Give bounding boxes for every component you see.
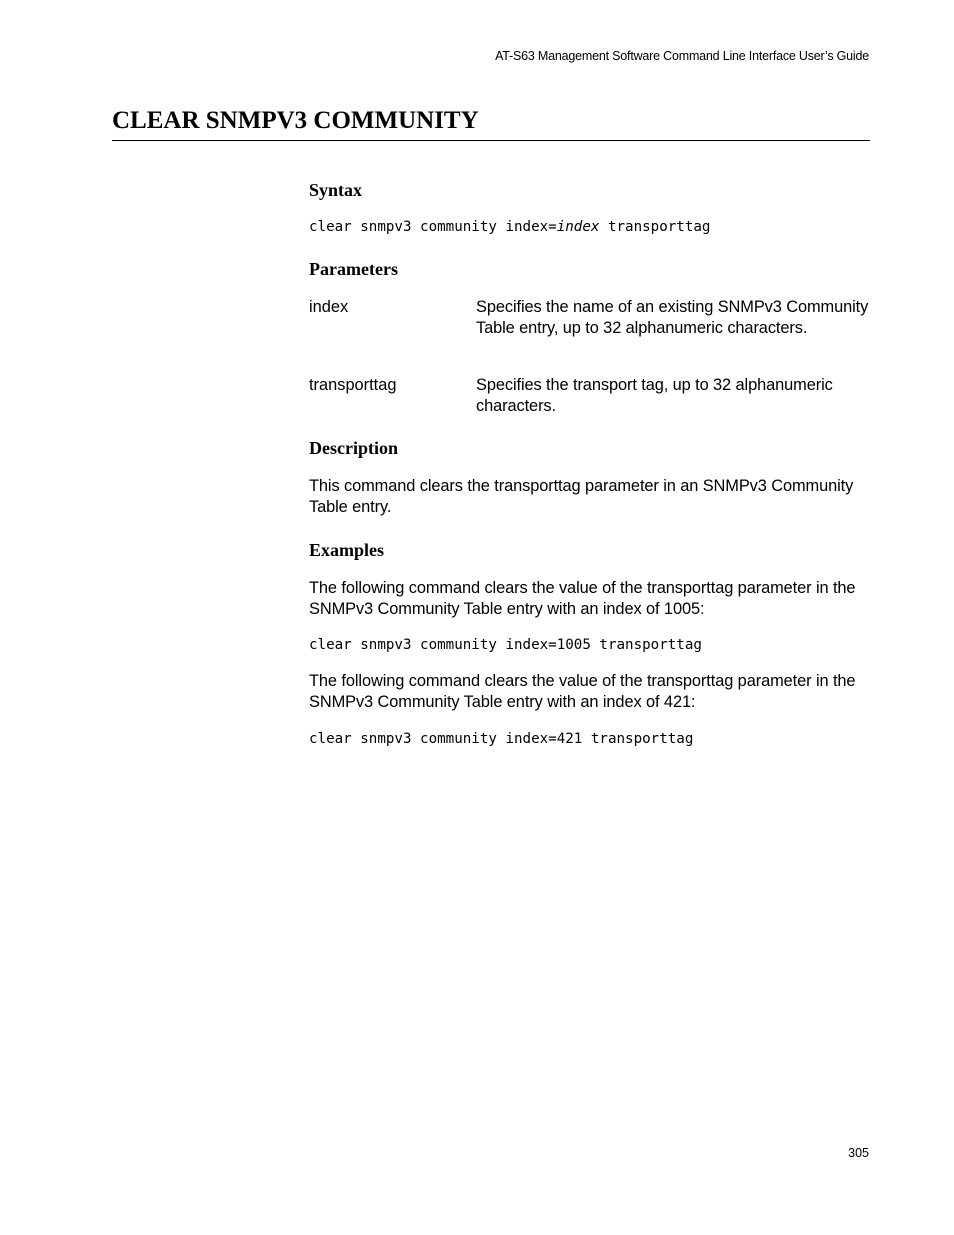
examples-heading: Examples — [309, 540, 385, 560]
description-heading: Description — [309, 438, 398, 458]
syntax-command-prefix: clear snmpv3 community index= — [309, 219, 557, 235]
syntax-command-suffix: transporttag — [599, 219, 711, 235]
parameter-name-index: index — [309, 298, 349, 316]
syntax-command — [309, 217, 710, 237]
parameter-description-index: Specifies the name of an existing SNMPv3 Community Table entry, up to 32 alphanumeric characters. — [476, 298, 869, 337]
example-code-2: clear snmpv3 community index=421 transporttag — [309, 731, 694, 747]
syntax-command-variable: index — [556, 219, 600, 235]
running-header: AT-S63 Management Software Command Line Interface User’s Guide — [495, 49, 869, 63]
example-code-1: clear snmpv3 community index=1005 transporttag — [309, 637, 702, 653]
chapter-title: CLEAR SNMPV3 COMMUNITY — [112, 107, 479, 134]
title-rule — [112, 140, 870, 141]
description-text: This command clears the transporttag parameter in an SNMPv3 Community Table entry. — [309, 477, 854, 516]
example-text-1: The following command clears the value of the transporttag parameter in the SNMPv3 Community Table entry with an index of 1005: — [309, 579, 856, 618]
syntax-heading: Syntax — [309, 180, 363, 200]
page-number: 305 — [848, 1146, 869, 1160]
parameter-name-transporttag: transporttag — [309, 376, 397, 394]
parameter-description-transporttag: Specifies the transport tag, up to 32 alphanumeric characters. — [476, 376, 833, 415]
parameters-heading: Parameters — [309, 259, 398, 279]
example-text-2: The following command clears the value of the transporttag parameter in the SNMPv3 Community Table entry with an index of 421: — [309, 672, 856, 711]
